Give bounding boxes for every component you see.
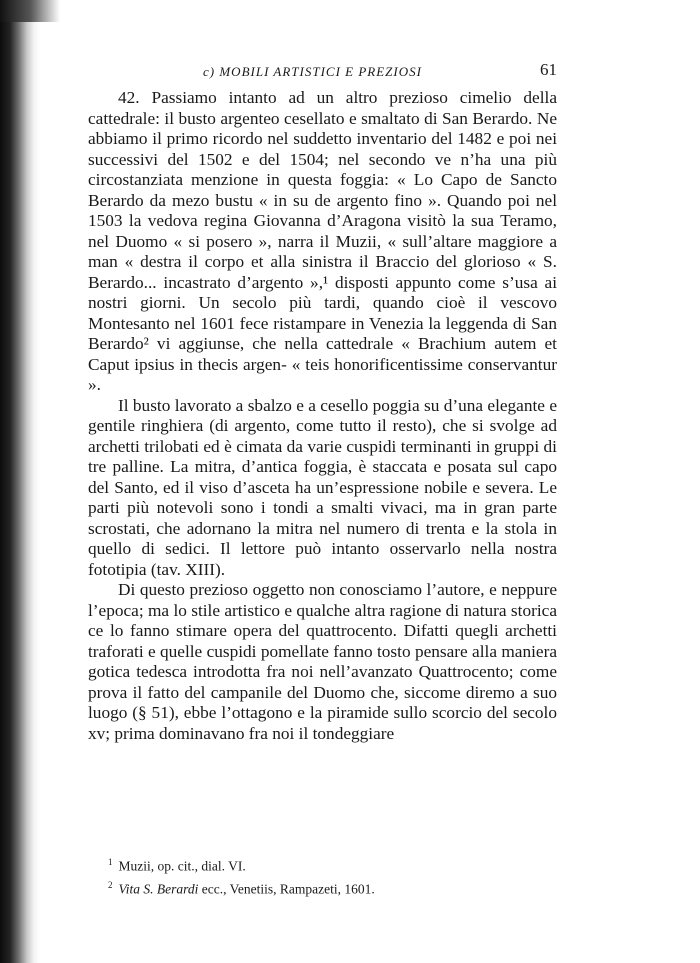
paragraph-42: 42. Passiamo intanto ad un altro prezioso cimelio della cattedrale: il busto argenteo cesellato e smaltato di San Berardo. Ne abbiamo il primo ricordo nel suddetto inventario del 1482 e poi nei successivi del 1502 e del 1504; nel secondo ve n’ha una più circostanziata menzione in questa foggia: « Lo Capo de Sancto Berardo da mezo bustu « in su de argento fino ». Quando poi nel 1503 la vedova regina Giovanna d’Aragona visitò la sua Teramo, nel Duomo « si posero », narra il Muzii, « sull’altare maggiore a man « destra il corpo et alla sinistra il Braccio del glorioso « S. Berardo... incastrato d’argento »,¹ disposti appunto come s’usa ai nostri giorni. Un secolo più tardi, quando cioè il vescovo Montesanto nel 1601 fece ristampare in Venezia la leggenda di San Berardo² vi aggiunse, che nella cattedrale « Brachium autem et Caput ipsius in thecis argen- « teis honorificentissime conservantur ». (88, 88, 557, 394)
paragraph-autore: Di questo prezioso oggetto non conosciamo l’autore, e neppure l’epoca; ma lo stile artistico e qualche altra ragione di natura storica ce lo fanno stimare opera del quattrocento. Difatti quegli archetti traforati e quelle cuspidi pomellate fanno tosto pensare alla maniera gotica tedesca introdotta fra noi nell’avanzato Quattrocento; come prova il fatto del campanile del Duomo che, siccome diremo a suo luogo (§ 51), ebbe l’ottagono e la piramide sullo scorcio del secolo xv; prima dominavano fra noi il tondeggiare (88, 580, 557, 743)
footnote-title: Vita S. Berardi (118, 881, 199, 896)
footnote-text: Muzii, op. cit., dial. VI. (118, 858, 246, 874)
footnote-text: ecc., Venetiis, Rampazeti, 1601. (198, 881, 375, 896)
book-page (88, 60, 557, 744)
body-text (88, 88, 557, 744)
paragraph-busto: Il busto lavorato a sbalzo e a cesello poggia su d’una elegante e gentile ringhiera (di argento, come tutto il resto), che si svolge ad archetti trilobati ed è cimata da varie cuspidi terminanti in gruppi di tre palline. La mitra, d’antica foggia, è staccata e posata sul capo del Santo, ed il viso d’asceta ha un’espressione nobile e severa. Le parti più notevoli sono i tondi a smalti vivaci, ma in gran parte scrostati, che adornano la mitra nel numero di trenta e la stola in quello di sedici. Il lettore può intanto osservarlo nella nostra fototipia (tav. XIII). (88, 395, 557, 579)
footnote-2 (108, 876, 548, 899)
page-number: 61 (540, 60, 557, 79)
scan-shadow-corner (0, 0, 60, 22)
footnote-mark: 1 (108, 857, 113, 867)
running-title: c) MOBILI ARTISTICI E PREZIOSI (203, 64, 422, 79)
running-head (88, 60, 557, 88)
footnote-1 (108, 853, 548, 876)
footnote-mark: 2 (108, 879, 113, 890)
scan-shadow-edge (0, 0, 40, 963)
footnotes (108, 853, 548, 898)
